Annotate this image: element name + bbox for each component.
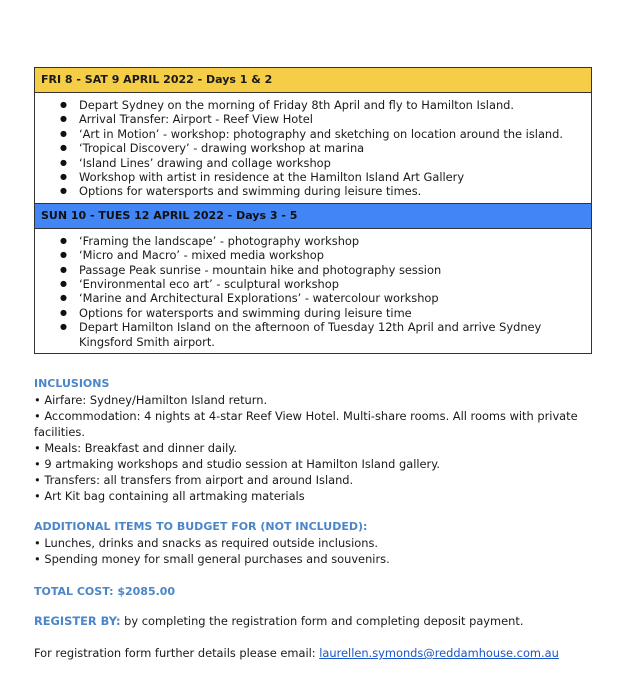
register-section [34, 613, 594, 629]
list-item: ● ‘Environmental eco art’ - sculptural workshop [79, 277, 591, 291]
additional-title: ADDITIONAL ITEMS TO BUDGET FOR (NOT INCLUDED): [34, 520, 368, 533]
additional-item: • Lunches, drinks and snacks as required outside inclusions. [34, 536, 379, 550]
list-item: ● ‘Art in Motion’ - workshop: photography and sketching on location around the island. [79, 127, 591, 141]
inclusion-item: • Art Kit bag containing all artmaking materials [34, 489, 305, 503]
list-item: ● Workshop with artist in residence at the Hamilton Island Art Gallery [79, 170, 591, 184]
list-item: ● Options for watersports and swimming during leisure times. [79, 184, 591, 198]
email-link[interactable]: laurellen.symonds@reddamhouse.com.au [319, 646, 559, 660]
list-item: ● ‘Tropical Discovery’ - drawing workshop at marina [79, 141, 591, 155]
additional-item: • Spending money for small general purchases and souvenirs. [34, 552, 390, 566]
list-item: ● Options for watersports and swimming during leisure time [79, 306, 591, 320]
list-item: ● Depart Hamilton Island on the afternoon of Tuesday 12th April and arrive Sydney Kingsford Smith airport. [79, 320, 591, 349]
additional-section [34, 519, 594, 567]
inclusions-section [34, 376, 594, 504]
section1-list [35, 93, 591, 203]
list-item: ● ‘Micro and Macro’ - mixed media workshop [79, 248, 591, 262]
total-cost: TOTAL COST: $2085.00 [34, 585, 176, 598]
list-item: ● ‘Framing the landscape’ - photography workshop [79, 234, 591, 248]
list-item: ● ‘Island Lines’ drawing and collage workshop [79, 156, 591, 170]
list-item: ● ‘Marine and Architectural Explorations’ - watercolour workshop [79, 291, 591, 305]
section2-header: SUN 10 - TUES 12 APRIL 2022 - Days 3 - 5 [35, 203, 591, 229]
list-item: ● Passage Peak sunrise - mountain hike and photography session [79, 263, 591, 277]
contact-text: For registration form further details please email: [34, 646, 320, 660]
inclusion-item: • Airfare: Sydney/Hamilton Island return. [34, 393, 268, 407]
inclusion-item: • 9 artmaking workshops and studio session at Hamilton Island gallery. [34, 457, 440, 471]
list-item: ● Arrival Transfer: Airport - Reef View Hotel [79, 112, 591, 126]
inclusion-item: • Transfers: all transfers from airport and around Island. [34, 473, 354, 487]
inclusions-title: INCLUSIONS [34, 377, 110, 390]
register-label: REGISTER BY: [34, 614, 121, 628]
inclusion-item: • Accommodation: 4 nights at 4-star Reef View Hotel. Multi-share rooms. All rooms with private facilities. [34, 409, 578, 439]
section1-header: FRI 8 - SAT 9 APRIL 2022 - Days 1 & 2 [35, 68, 591, 93]
register-text: by completing the registration form and completing deposit payment. [120, 614, 524, 628]
list-item: ● Depart Sydney on the morning of Friday 8th April and fly to Hamilton Island. [79, 98, 591, 112]
itinerary-table [34, 67, 592, 354]
contact-section [34, 645, 594, 661]
total-cost-section [34, 584, 594, 600]
section2-list [35, 229, 591, 353]
inclusion-item: • Meals: Breakfast and dinner daily. [34, 441, 238, 455]
